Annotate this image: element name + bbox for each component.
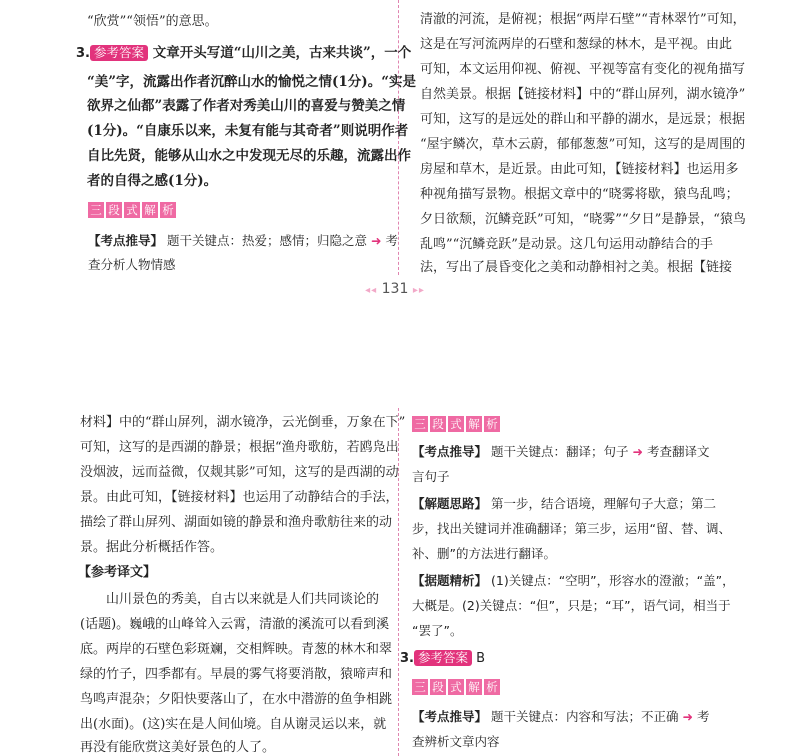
solution-approach-label: 【解题思路】 — [412, 496, 488, 511]
knowledge-point-line-2: 查辨析文章内容 — [412, 734, 500, 749]
section-char: 段 — [430, 679, 446, 695]
section-char: 式 — [448, 679, 464, 695]
translation-line: (话题)。巍峨的山峰耸入云霄，清澈的溪流可以看到溪 — [80, 617, 390, 632]
analysis-line — [412, 573, 735, 589]
knowledge-point-text: 题干关键点：翻译；句子 — [491, 444, 629, 459]
section-char: 式 — [124, 202, 140, 218]
translation-line: 山川景色的秀美，自古以来就是人们共同谈论的 — [106, 592, 380, 607]
arrow-icon: ➜ — [632, 444, 643, 459]
question-number: 3. — [400, 651, 414, 666]
section-char: 解 — [142, 202, 158, 218]
page-number-dots-right-icon: ▸▸ — [412, 285, 425, 296]
analysis-text: (1)关键点：“空明”，形容水的澄澈；“盖”， — [491, 573, 735, 588]
body-line: 房屋和草木，是近景。由此可知，【链接材料】也运用多 — [420, 162, 739, 177]
question-number: 3. — [76, 46, 90, 61]
answer-line-3: 欲界之仙都”表露了作者对秀美山川的喜爱与赞美之情 — [87, 98, 406, 114]
reference-answer-tag: 参考答案 — [90, 45, 148, 61]
section-heading-three-part-analysis — [412, 416, 500, 432]
analysis-label: 【据题精析】 — [412, 573, 488, 588]
translation-line: 出(水面)。(这)实在是人间仙境。自从谢灵运以来，就 — [80, 717, 387, 732]
body-line: “屋宇鳞次，草木云蔚，郁郁葱葱”可知，这写的是周围的 — [420, 137, 746, 152]
knowledge-point-text-cont: 考查翻译文 — [646, 444, 710, 459]
bottom-column-divider — [398, 408, 399, 756]
section-char: 段 — [106, 202, 122, 218]
knowledge-point-text: 题干关键点：内容和写法；不正确 — [491, 709, 679, 724]
knowledge-point-label: 【考点推导】 — [412, 709, 488, 724]
section-char: 段 — [430, 416, 446, 432]
knowledge-point-label: 【考点推导】 — [412, 444, 488, 459]
answer-line — [400, 650, 485, 667]
translation-line: 鸟鸣声混杂；夕阳快要落山了，在水中潜游的鱼争相跳 — [80, 692, 393, 707]
body-line: 法，写出了晨昏变化之美和动静相衬之美。根据【链接 — [420, 260, 733, 275]
answer-line-2: “美”字，流露出作者沉醉山水的愉悦之情(1分)。“实是 — [87, 74, 416, 90]
solution-approach-line — [412, 496, 716, 512]
section-char: 解 — [466, 416, 482, 432]
section-char: 三 — [412, 679, 428, 695]
arrow-icon: ➜ — [682, 709, 693, 724]
section-char: 解 — [466, 679, 482, 695]
body-line: 乱鸣”“沉鳞竞跃”是动景。这几句运用动静结合的手 — [420, 237, 713, 252]
section-char: 三 — [88, 202, 104, 218]
body-line: 这是在写河流两岸的石壁和葱绿的林木，是平视。由此 — [420, 37, 733, 52]
answer-line-6: 者的自得之感(1分)。 — [87, 173, 218, 189]
knowledge-point-line-2: 查分析人物情感 — [88, 257, 176, 272]
body-line: 景。据此分析概括作答。 — [80, 540, 224, 555]
knowledge-point-text: 题干关键点：热爱；感情；归隐之意 — [167, 233, 368, 248]
analysis-line-2: 大概是。(2)关键点：“但”，只是；“耳”，语气词，相当于 — [412, 598, 731, 613]
body-line: 可知，本文运用仰视、俯视、平视等富有变化的视角描写 — [420, 62, 746, 77]
knowledge-point-text-cont: 考 — [385, 233, 398, 248]
body-line: 种视角描写景物。根据文章中的“晓雾将歇，猿鸟乱鸣； — [420, 187, 739, 202]
knowledge-point-label: 【考点推导】 — [88, 233, 164, 248]
knowledge-point-line — [412, 709, 709, 725]
translation-line: 绿的竹子，四季都有。早晨的雾气将要消散，猿啼声和 — [80, 667, 393, 682]
translation-line: 再没有能欣赏这美好景色的人了。 — [80, 740, 276, 755]
body-line: 材料】中的“群山屏列，湖水镜净，云光倒垂，万象在下” — [80, 415, 406, 430]
body-line: 可知，这写的是远处的群山和平静的湖水，是远景；根据 — [420, 112, 746, 127]
solution-approach-text: 第一步，结合语境，理解句子大意；第二 — [491, 496, 717, 511]
answer-line-5: 自比先贤，能够从山水之中发现无尽的乐趣，流露出作 — [87, 148, 411, 164]
knowledge-point-line-2: 言句子 — [412, 469, 450, 484]
body-line: 描绘了群山屏列、湖面如镜的静景和渔舟歌舫往来的动 — [80, 515, 393, 530]
answer-line-1 — [76, 45, 411, 62]
section-char: 析 — [160, 202, 176, 218]
page-number-dots-left-icon: ◂◂ — [365, 285, 378, 296]
section-char: 析 — [484, 679, 500, 695]
section-char: 三 — [412, 416, 428, 432]
translation-heading: 【参考译文】 — [78, 565, 157, 580]
page-number-value: 131 — [381, 281, 409, 297]
cut-line-text: “欣赏”“领悟”的意思。 — [87, 14, 218, 29]
body-line: 自然美景。根据【链接材料】中的“群山屏列，湖水镜净” — [420, 87, 746, 102]
analysis-line-3: “罢了”。 — [412, 623, 463, 638]
solution-approach-line-2: 步，找出关键词并准确翻译；第三步，运用“留、替、调、 — [412, 521, 731, 536]
arrow-icon: ➜ — [371, 233, 382, 248]
reference-answer-tag: 参考答案 — [414, 650, 472, 666]
knowledge-point-line — [412, 444, 709, 460]
knowledge-point-text-cont: 考 — [696, 709, 710, 724]
translation-line: 底。两岸的石壁色彩斑斓，交相辉映。青葱的林木和翠 — [80, 642, 393, 657]
answer-text: 文章开头写道“山川之美，古来共谈”，一个 — [152, 45, 412, 61]
section-char: 式 — [448, 416, 464, 432]
body-line: 夕日欲颓，沉鳞竞跃”可知，“晓雾”“夕日”是静景，“猿鸟 — [420, 212, 746, 227]
answer-value: B — [476, 651, 486, 666]
section-heading-three-part-analysis — [412, 679, 500, 695]
body-line: 景。由此可知，【链接材料】也运用了动静结合的手法， — [80, 490, 399, 505]
section-char: 析 — [484, 416, 500, 432]
page-number — [0, 281, 790, 297]
knowledge-point-line — [88, 233, 398, 249]
body-line: 可知，这写的是西湖的静景；根据“渔舟歌舫，若鸥凫出 — [80, 440, 399, 455]
body-line: 没烟波，远而益微，仅觌其影”可知，这写的是西湖的动 — [80, 465, 399, 480]
body-line: 清澈的河流，是俯视；根据“两岸石壁”“青林翠竹”可知， — [420, 12, 746, 27]
solution-approach-line-3: 补、删”的方法进行翻译。 — [412, 546, 556, 561]
answer-line-4: (1分)。“自康乐以来，未复有能与其奇者”则说明作者 — [87, 123, 409, 139]
section-heading-three-part-analysis — [88, 202, 176, 218]
